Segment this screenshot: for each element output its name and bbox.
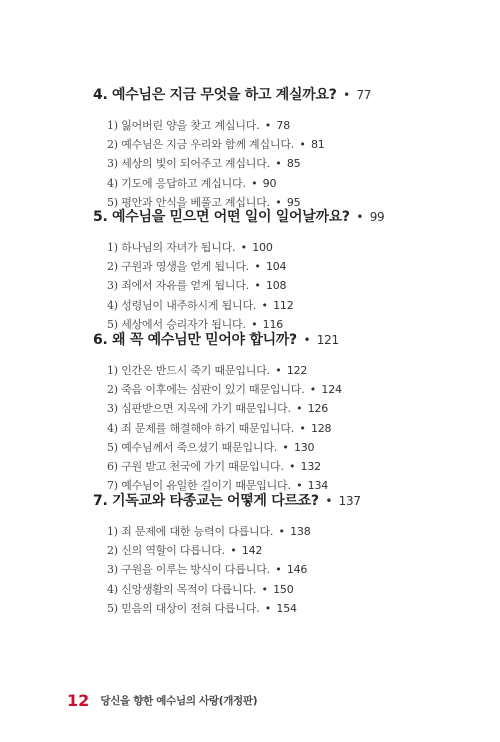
toc-item-list — [107, 116, 473, 212]
item-page-number: 142 — [241, 544, 263, 558]
item-page-number: 132 — [300, 460, 321, 474]
item-number: 4) — [107, 176, 118, 190]
bullet-separator: • — [299, 138, 306, 152]
section-heading — [93, 86, 473, 104]
section-title: 왜 꼭 예수님만 믿어야 합니까? — [112, 332, 297, 348]
item-page-number: 138 — [290, 525, 311, 538]
bullet-separator: • — [240, 241, 247, 254]
item-page-number: 154 — [276, 601, 297, 615]
toc-section-4 — [93, 86, 473, 212]
item-text: 예수님께서 죽으셨기 때문입니다. — [121, 440, 278, 454]
item-text: 구원을 이루는 방식이 다릅니다. — [121, 563, 270, 577]
section-number: 4. — [93, 87, 108, 103]
item-text: 죄 문제에 대한 능력이 다릅니다. — [121, 525, 274, 538]
item-page-number: 126 — [307, 402, 329, 416]
item-page-number: 124 — [321, 383, 342, 397]
item-number: 4) — [107, 421, 118, 435]
bullet-separator: • — [264, 119, 272, 132]
item-page-number: 130 — [293, 440, 315, 454]
bullet-separator: • — [309, 383, 317, 397]
toc-item — [107, 276, 473, 295]
toc-item — [107, 238, 473, 257]
section-number: 6. — [93, 332, 108, 348]
item-page-number: 116 — [262, 317, 284, 331]
toc-item — [107, 541, 473, 560]
bullet-separator: • — [261, 298, 268, 312]
item-number: 1) — [107, 364, 118, 377]
section-page-number: 137 — [338, 494, 361, 508]
bullet-separator: • — [261, 582, 268, 596]
toc-item — [107, 457, 473, 476]
bullet-separator: • — [282, 440, 289, 454]
item-page-number: 134 — [307, 479, 329, 493]
toc-item-list — [107, 361, 473, 495]
bullet-separator: • — [254, 260, 261, 274]
item-page-number: 146 — [286, 563, 308, 577]
item-text: 세상에서 승리자가 됩니다. — [121, 317, 246, 331]
item-number: 1) — [107, 119, 118, 132]
section-page-number: 77 — [356, 88, 372, 102]
item-page-number: 78 — [276, 119, 290, 132]
item-text: 죽음 이후에는 심판이 있기 때문입니다. — [121, 383, 305, 397]
item-number: 3) — [107, 279, 118, 293]
toc-item — [107, 154, 473, 173]
item-number: 7) — [107, 479, 118, 493]
item-text: 기도에 응답하고 계십니다. — [121, 176, 246, 190]
toc-item — [107, 438, 473, 457]
item-page-number: 100 — [252, 241, 273, 254]
section-page-number: 121 — [316, 333, 339, 347]
bullet-separator: • — [275, 195, 282, 209]
item-text: 하나님의 자녀가 됩니다. — [121, 241, 236, 254]
item-text: 신의 역할이 다릅니다. — [121, 544, 225, 558]
footer-book-title: 당신을 향한 예수님의 사랑(개정판) — [100, 695, 258, 707]
item-page-number: 104 — [265, 260, 287, 274]
footer-page-number: 12 — [67, 691, 90, 710]
toc-section-6 — [93, 331, 473, 495]
item-text: 성령님이 내주하시게 됩니다. — [121, 298, 257, 312]
section-title: 예수님을 믿으면 어떤 일이 일어날까요? — [112, 209, 350, 225]
item-text: 인간은 반드시 죽기 때문입니다. — [121, 364, 270, 377]
item-number: 2) — [107, 544, 118, 558]
item-number: 3) — [107, 402, 118, 416]
item-text: 세상의 빛이 되어주고 계십니다. — [121, 157, 270, 171]
item-text: 잃어버린 양을 찾고 계십니다. — [121, 119, 260, 132]
item-number: 1) — [107, 525, 118, 538]
section-number: 5. — [93, 209, 108, 225]
item-text: 예수님이 유일한 길이기 때문입니다. — [121, 479, 291, 493]
bullet-separator: • — [264, 601, 272, 615]
bullet-separator: • — [343, 88, 350, 102]
item-number: 2) — [107, 138, 118, 152]
item-page-number: 112 — [273, 298, 294, 312]
item-page-number: 108 — [265, 279, 287, 293]
section-heading — [93, 208, 473, 226]
toc-item-list — [107, 522, 473, 618]
item-text: 구원과 영생을 얻게 됩니다. — [121, 260, 250, 274]
item-number: 6) — [107, 460, 118, 474]
bullet-separator: • — [275, 157, 282, 171]
item-page-number: 90 — [262, 176, 277, 190]
bullet-separator: • — [325, 494, 333, 508]
item-page-number: 95 — [286, 195, 301, 209]
toc-item — [107, 419, 473, 438]
toc-item — [107, 257, 473, 276]
item-text: 심판받으면 지옥에 가기 때문입니다. — [121, 402, 291, 416]
bullet-separator: • — [296, 402, 303, 416]
toc-section-7 — [93, 492, 473, 618]
item-text: 믿음의 대상이 전혀 다릅니다. — [121, 601, 260, 615]
section-heading — [93, 331, 473, 349]
item-number: 2) — [107, 260, 118, 274]
item-page-number: 81 — [310, 138, 325, 152]
item-page-number: 122 — [286, 364, 308, 377]
item-text: 평안과 안식을 베풀고 계십니다. — [121, 195, 270, 209]
section-title: 기독교와 타종교는 어떻게 다르죠? — [112, 493, 319, 509]
section-heading — [93, 492, 473, 510]
toc-item — [107, 580, 473, 599]
item-number: 3) — [107, 157, 118, 171]
item-page-number: 150 — [273, 582, 294, 596]
item-page-number: 85 — [286, 157, 301, 171]
toc-item — [107, 296, 473, 315]
item-number: 5) — [107, 195, 118, 209]
toc-section-5 — [93, 208, 473, 334]
item-number: 1) — [107, 241, 118, 254]
item-text: 신앙생활의 목적이 다릅니다. — [121, 582, 257, 596]
toc-item — [107, 174, 473, 193]
item-number: 5) — [107, 601, 118, 615]
toc-item — [107, 135, 473, 154]
item-number: 4) — [107, 298, 118, 312]
bullet-separator: • — [275, 364, 282, 377]
item-text: 예수님은 지금 우리와 함께 계십니다. — [121, 138, 295, 152]
bullet-separator: • — [275, 563, 282, 577]
item-number: 2) — [107, 383, 118, 397]
item-number: 4) — [107, 582, 118, 596]
bullet-separator: • — [299, 421, 306, 435]
bullet-separator: • — [230, 544, 237, 558]
bullet-separator: • — [296, 479, 303, 493]
section-title: 예수님은 지금 무엇을 하고 계실까요? — [112, 87, 337, 103]
section-number: 7. — [93, 493, 108, 509]
bullet-separator: • — [251, 317, 258, 331]
bullet-separator: • — [356, 210, 364, 224]
bullet-separator: • — [278, 525, 285, 538]
toc-item-list — [107, 238, 473, 334]
toc-item — [107, 599, 473, 618]
item-number: 5) — [107, 317, 118, 331]
item-number: 3) — [107, 563, 118, 577]
bullet-separator: • — [288, 460, 296, 474]
toc-item — [107, 560, 473, 579]
toc-item — [107, 522, 473, 541]
toc-item — [107, 380, 473, 399]
item-text: 죄에서 자유를 얻게 됩니다. — [121, 279, 250, 293]
toc-item — [107, 399, 473, 418]
item-text: 구원 받고 천국에 가기 때문입니다. — [121, 460, 284, 474]
bullet-separator: • — [303, 333, 311, 347]
toc-item — [107, 361, 473, 380]
toc-item — [107, 116, 473, 135]
item-page-number: 128 — [310, 421, 332, 435]
bullet-separator: • — [254, 279, 261, 293]
bullet-separator: • — [251, 176, 258, 190]
page-footer — [67, 690, 257, 710]
item-number: 5) — [107, 440, 118, 454]
item-text: 죄 문제를 해결해야 하기 때문입니다. — [121, 421, 295, 435]
section-page-number: 99 — [369, 210, 385, 224]
